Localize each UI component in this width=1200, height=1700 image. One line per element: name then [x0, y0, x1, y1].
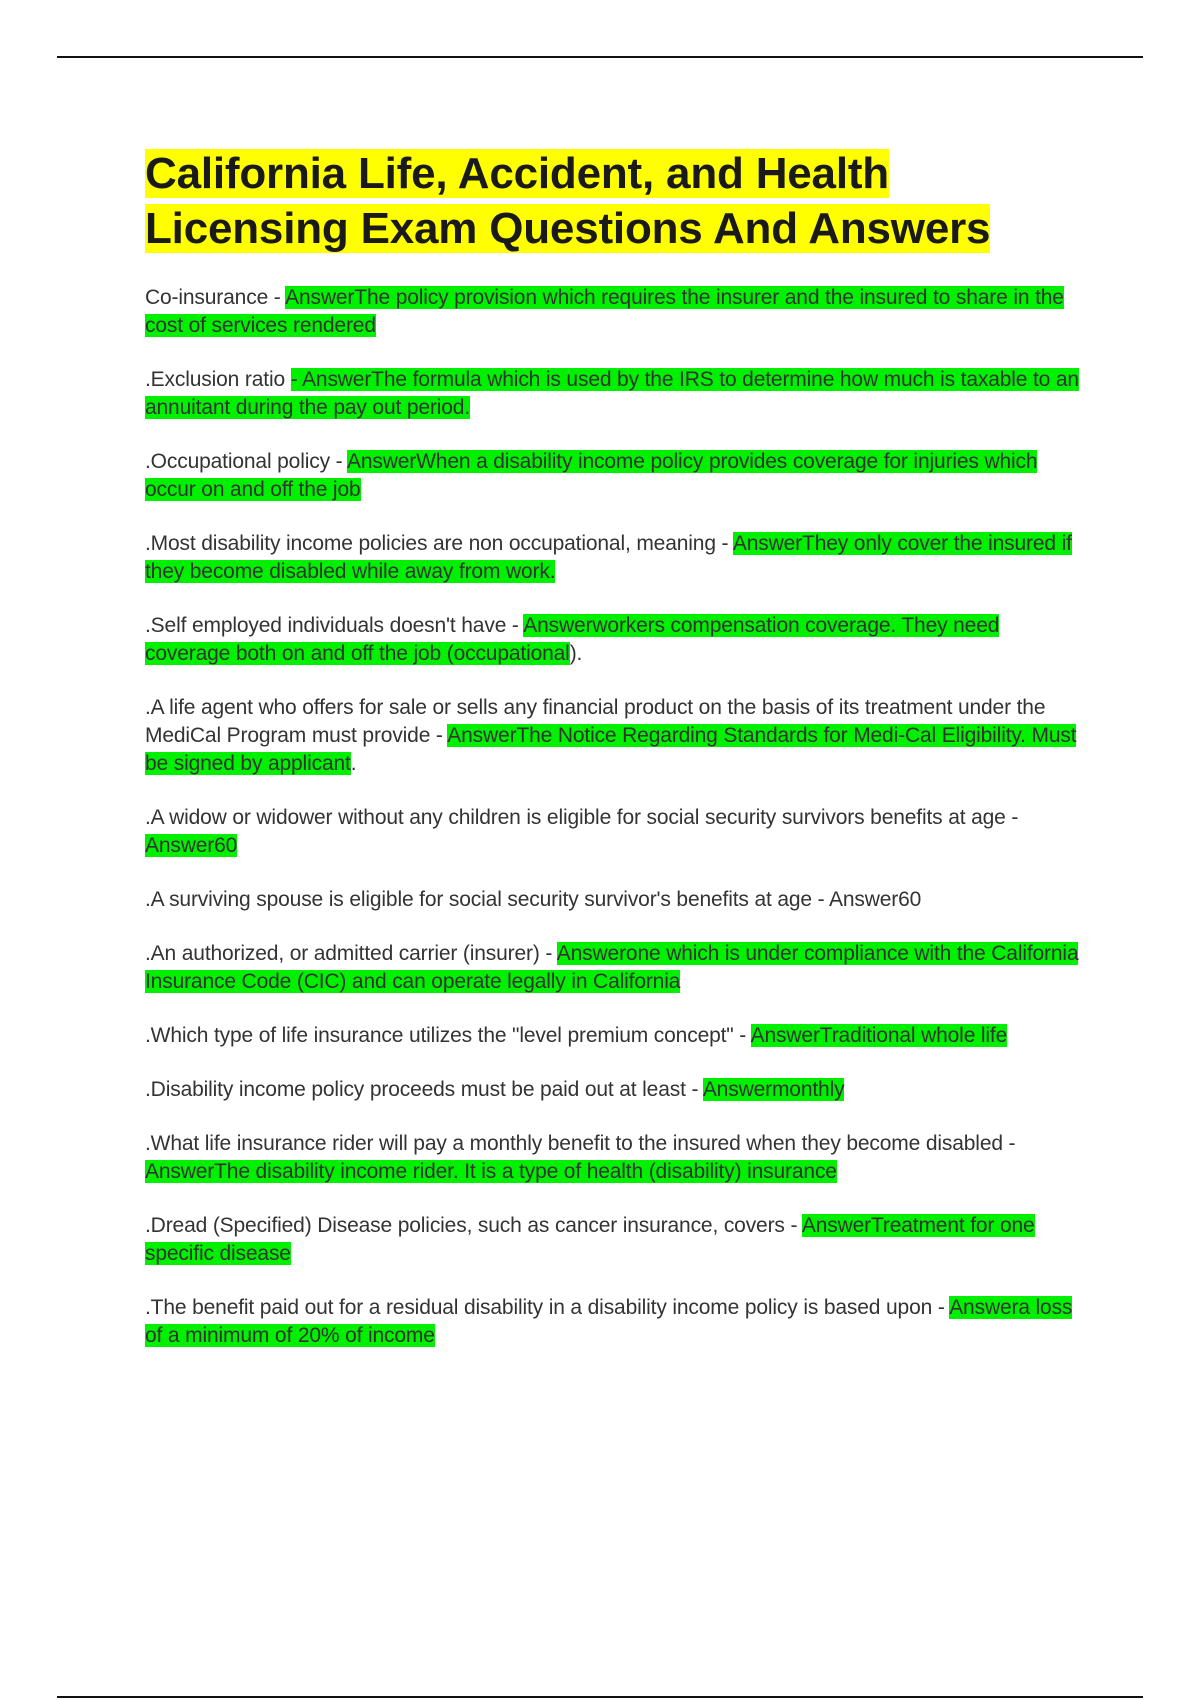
qa-item [145, 886, 1090, 914]
question-text: .Dread (Specified) Disease policies, such as cancer insurance, covers - [145, 1214, 802, 1237]
qa-item [145, 804, 1090, 860]
answer-highlight: - AnswerThe formula which is used by the IRS to determine how much is taxable to an annuitant during the pay out period. [145, 368, 1079, 419]
qa-item [145, 940, 1090, 996]
qa-item [145, 366, 1090, 422]
answer-highlight: AnswerTreatment for one specific disease [145, 1214, 1035, 1265]
top-divider [57, 56, 1143, 58]
question-text: .Occupational policy - [145, 450, 347, 473]
answer-highlight: AnswerTraditional whole life [750, 1024, 1008, 1047]
answer-highlight: Answermonthly [702, 1078, 845, 1101]
answer-highlight: AnswerThey only cover the insured if they become disabled while away from work. [145, 532, 1072, 583]
question-text: .What life insurance rider will pay a monthly benefit to the insured when they become disabled - [145, 1132, 1016, 1155]
bottom-divider [57, 1696, 1143, 1698]
answer-tail-text: ). [569, 642, 583, 665]
qa-item [145, 284, 1090, 340]
question-text: .An authorized, or admitted carrier (insurer) - [145, 942, 557, 965]
answer-highlight: Answerone which is under compliance with the California Insurance Code (CIC) and can operate legally in California [145, 942, 1079, 993]
question-text: .A widow or widower without any children is eligible for social security survivors benefits at age - [145, 806, 1019, 829]
question-text: .Which type of life insurance utilizes the "level premium concept" - [145, 1024, 751, 1047]
document-title [145, 146, 1090, 256]
answer-highlight: AnswerThe policy provision which requires the insurer and the insured to share in the cost of services rendered [145, 286, 1064, 337]
answer-highlight: Answera loss of a minimum of 20% of income [145, 1296, 1073, 1347]
qa-item [145, 1022, 1090, 1050]
answer-highlight: Answer60 [145, 834, 238, 857]
qa-item [145, 1076, 1090, 1104]
qa-item [145, 448, 1090, 504]
qa-item [145, 1294, 1090, 1350]
qa-item [145, 612, 1090, 668]
answer-highlight: Answerworkers compensation coverage. They need coverage both on and off the job (occupational [145, 614, 1000, 665]
question-text: Co-insurance - [145, 286, 286, 309]
answer-highlight: AnswerThe Notice Regarding Standards for Medi-Cal Eligibility. Must be signed by applicant [145, 724, 1077, 775]
qa-item [145, 694, 1090, 778]
question-text: .Disability income policy proceeds must be paid out at least - [145, 1078, 703, 1101]
answer-highlight: AnswerWhen a disability income policy provides coverage for injuries which occur on and off the job [145, 450, 1038, 501]
question-text: .Self employed individuals doesn't have - [145, 614, 524, 637]
question-text: .The benefit paid out for a residual disability in a disability income policy is based upon - [145, 1296, 950, 1319]
answer-tail-text: . [350, 752, 357, 775]
question-text: .A surviving spouse is eligible for social security survivor's benefits at age - Answer60 [145, 888, 922, 911]
answer-highlight: AnswerThe disability income rider. It is a type of health (disability) insurance [145, 1160, 837, 1183]
qa-item [145, 1212, 1090, 1268]
qa-item [145, 1130, 1090, 1186]
document-body [145, 146, 1090, 1376]
question-text: .Exclusion ratio [145, 368, 291, 391]
qa-list [145, 284, 1090, 1350]
qa-item [145, 530, 1090, 586]
document-title-text: California Life, Accident, and Health Licensing Exam Questions And Answers [145, 149, 991, 253]
question-text: .A life agent who offers for sale or sells any financial product on the basis of its treatment under the MediCal Program must provide - [145, 696, 1046, 747]
question-text: .Most disability income policies are non occupational, meaning - [145, 532, 733, 555]
